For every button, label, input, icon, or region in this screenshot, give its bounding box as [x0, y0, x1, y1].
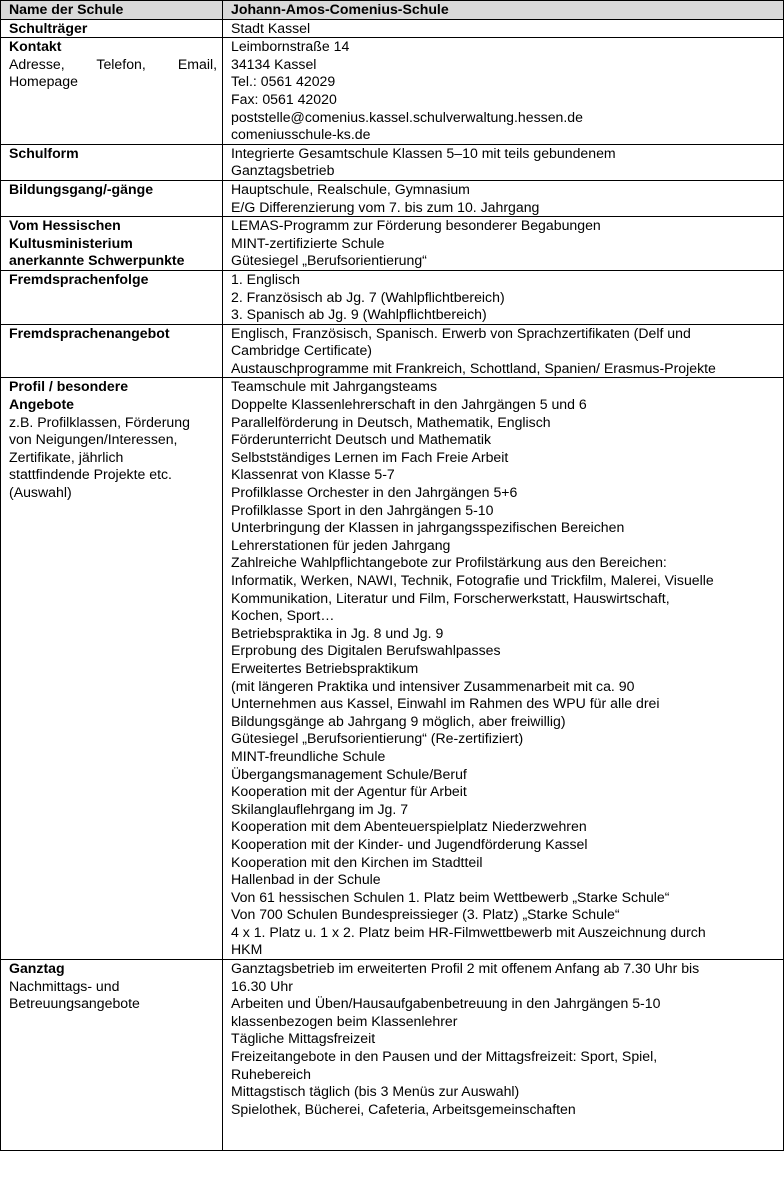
row-value-line: Spielothek, Bücherei, Cafeteria, Arbeitsgemeinschaften [231, 1100, 576, 1117]
row-label-description: (Auswahl) [9, 484, 72, 501]
row-value-line: 16.30 Uhr [231, 977, 293, 994]
row-value-line: Mittagstisch täglich (bis 3 Menüs zur Auswahl) [231, 1083, 520, 1100]
header-label-cell: Name der Schule [1, 1, 223, 20]
row-value-line: E/G Differenzierung vom 7. bis zum 10. Jahrgang [231, 198, 540, 215]
table-row [1, 324, 784, 378]
row-value-line: Gütesiegel „Berufsorientierung“ (Re-zertifiziert) [231, 730, 524, 747]
row-value-line: Informatik, Werken, NAWI, Technik, Fotografie und Trickfilm, Malerei, Visuelle [231, 572, 714, 588]
row-value-line: MINT-freundliche Schule [231, 747, 386, 764]
row-value-line: Kooperation mit dem Abenteuerspielplatz Niederzwehren [231, 818, 587, 835]
row-label-description: von Neigungen/Interessen, [9, 431, 178, 448]
row-value-line: 2. Französisch ab Jg. 7 (Wahlpflichtbereich) [231, 288, 505, 305]
row-value-line: Erprobung des Digitalen Berufswahlpasses [231, 642, 501, 659]
row-value-line: Arbeiten und Üben/Hausaufgabenbetreuung in den Jahrgängen 5-10 [231, 995, 661, 1012]
row-value-cell [223, 324, 784, 378]
table-row [1, 960, 784, 1151]
row-value-cell [223, 19, 784, 38]
row-label-cell [1, 180, 223, 216]
row-value-line: Zahlreiche Wahlpflichtangebote zur Profilstärkung aus den Bereichen: [231, 554, 667, 571]
row-value-line: Übergangsmanagement Schule/Beruf [231, 765, 467, 782]
table-row [1, 270, 784, 324]
row-value-line: MINT-zertifizierte Schule [231, 234, 385, 251]
row-label-title: anerkannte Schwerpunkte [9, 252, 185, 269]
row-label-cell [1, 378, 223, 960]
row-value-line: klassenbezogen beim Klassenlehrer [231, 1012, 458, 1029]
row-value-line: Von 700 Schulen Bundespreissieger (3. Platz) „Starke Schule“ [231, 906, 620, 923]
row-label-title: Fremdsprachenangebot [9, 324, 170, 341]
row-value-line: Stadt Kassel [231, 19, 311, 36]
row-value-line: Profilklasse Sport in den Jahrgängen 5-10 [231, 501, 494, 518]
row-value-line: Profilklasse Orchester in den Jahrgängen 5+6 [231, 484, 518, 501]
row-value-line: Tägliche Mittagsfreizeit [231, 1030, 376, 1047]
row-label-title: Schulträger [9, 19, 88, 36]
row-label-title: Kultusministerium [9, 234, 133, 251]
row-value-line: comeniusschule-ks.de [231, 126, 371, 143]
row-label-title: Fremdsprachenfolge [9, 270, 149, 287]
table-row [1, 180, 784, 216]
row-value-line: Lehrerstationen für jeden Jahrgang [231, 536, 451, 553]
row-value-cell [223, 378, 784, 960]
row-label-title: Ganztag [9, 960, 65, 977]
row-value-line: Freizeitangebote in den Pausen und der Mittagsfreizeit: Sport, Spiel, [231, 1048, 658, 1065]
row-label-title: Kontakt [9, 38, 62, 55]
row-value-line: Fax: 0561 42020 [231, 90, 337, 107]
row-label-title: Vom Hessischen [9, 217, 121, 234]
row-label-description: Homepage [9, 73, 78, 90]
row-value-line: Doppelte Klassenlehrerschaft in den Jahrgängen 5 und 6 [231, 396, 587, 413]
row-value-line: 1. Englisch [231, 270, 300, 287]
row-value-line: Cambridge Certificate) [231, 342, 372, 359]
row-value-line: Von 61 hessischen Schulen 1. Platz beim Wettbewerb „Starke Schule“ [231, 888, 670, 905]
row-value-line: Unterbringung der Klassen in jahrgangsspezifischen Bereichen [231, 519, 625, 536]
row-label-cell [1, 38, 223, 145]
row-label-cell [1, 217, 223, 271]
row-value-line: Betriebspraktika in Jg. 8 und Jg. 9 [231, 624, 444, 641]
row-value-line: 34134 Kassel [231, 55, 317, 72]
row-value-line: Unternehmen aus Kassel, Einwahl im Rahmen des WPU für alle drei [231, 695, 660, 712]
table-row [1, 378, 784, 960]
row-value-line: Austauschprogramme mit Frankreich, Schottland, Spanien/ Erasmus-Projekte [231, 359, 716, 376]
row-value-line: Hallenbad in der Schule [231, 871, 381, 888]
row-value-line: Leimbornstraße 14 [231, 38, 350, 55]
row-value-line: Tel.: 0561 42029 [231, 73, 336, 90]
row-value-line: Kooperation mit der Kinder- und Jugendförderung Kassel [231, 835, 588, 852]
row-value-line: Gütesiegel „Berufsorientierung“ [231, 252, 427, 269]
row-value-line: Selbstständiges Lernen im Fach Freie Arbeit [231, 448, 509, 465]
row-value-line: Klassenrat von Klasse 5-7 [231, 466, 395, 483]
row-value-line: Englisch, Französisch, Spanisch. Erwerb von Sprachzertifikaten (Delf und [231, 324, 691, 341]
row-value-line: Ruhebereich [231, 1065, 311, 1082]
row-value-line: Bildungsgänge ab Jahrgang 9 möglich, aber freiwillig) [231, 712, 566, 729]
row-label-title: Schulform [9, 144, 79, 161]
row-value-cell [223, 180, 784, 216]
header-value-cell: Johann-Amos-Comenius-Schule [223, 1, 784, 20]
table-row [1, 19, 784, 38]
row-value-line: poststelle@comenius.kassel.schulverwaltung.hessen.de [231, 108, 583, 125]
row-label-description: Adresse, Telefon, Email, [9, 55, 217, 72]
row-value-line: Erweitertes Betriebspraktikum [231, 659, 419, 676]
row-value-line: LEMAS-Programm zur Förderung besonderer Begabungen [231, 217, 601, 234]
row-value-line: 4 x 1. Platz u. 1 x 2. Platz beim HR-Filmwettbewerb mit Auszeichnung durch [231, 923, 706, 940]
row-value-line: Kooperation mit den Kirchen im Stadtteil [231, 853, 483, 870]
table-row [1, 38, 784, 145]
table-body [1, 1, 784, 1151]
row-label-description: z.B. Profilklassen, Förderung [9, 413, 190, 430]
row-label-title: Profil / besondere [9, 378, 129, 395]
row-label-cell [1, 19, 223, 38]
table-header-row [1, 1, 784, 20]
row-value-line: HKM [231, 941, 263, 958]
row-value-line: Kommunikation, Literatur und Film, Forscherwerkstatt, Hauswirtschaft, [231, 589, 670, 606]
row-value-cell [223, 38, 784, 145]
row-label-description: Zertifikate, jährlich [9, 448, 124, 465]
row-value-line: Ganztagsbetrieb [231, 162, 335, 179]
row-label-title: Bildungsgang/-gänge [9, 180, 154, 197]
row-value-line: 3. Spanisch ab Jg. 9 (Wahlpflichtbereich) [231, 306, 487, 323]
row-label-cell [1, 144, 223, 180]
row-value-line: Hauptschule, Realschule, Gymnasium [231, 180, 470, 197]
table-row [1, 217, 784, 271]
row-value-line: Integrierte Gesamtschule Klassen 5–10 mit teils gebundenem [231, 144, 616, 161]
row-label-description: Nachmittags- und [9, 977, 120, 994]
row-value-cell [223, 217, 784, 271]
row-value-line: Ganztagsbetrieb im erweiterten Profil 2 mit offenem Anfang ab 7.30 Uhr bis [231, 960, 700, 977]
row-label-cell [1, 960, 223, 1151]
row-value-cell [223, 144, 784, 180]
row-value-line: Kochen, Sport… [231, 607, 335, 624]
row-value-line: Förderunterricht Deutsch und Mathematik [231, 431, 492, 448]
row-value-line: Skilanglauflehrgang im Jg. 7 [231, 800, 409, 817]
row-value-line: (mit längeren Praktika und intensiver Zusammenarbeit mit ca. 90 [231, 677, 635, 694]
row-label-cell [1, 270, 223, 324]
row-label-description: stattfindende Projekte etc. [9, 466, 172, 483]
row-label-title: Angebote [9, 396, 74, 413]
table-row [1, 144, 784, 180]
row-value-cell [223, 270, 784, 324]
row-label-description: Betreuungsangebote [9, 995, 140, 1012]
row-value-line: Parallelförderung in Deutsch, Mathematik, Englisch [231, 413, 551, 430]
row-value-cell [223, 960, 784, 1151]
row-label-cell [1, 324, 223, 378]
row-value-line: Teamschule mit Jahrgangsteams [231, 378, 438, 395]
row-value-line: Kooperation mit der Agentur für Arbeit [231, 783, 467, 800]
